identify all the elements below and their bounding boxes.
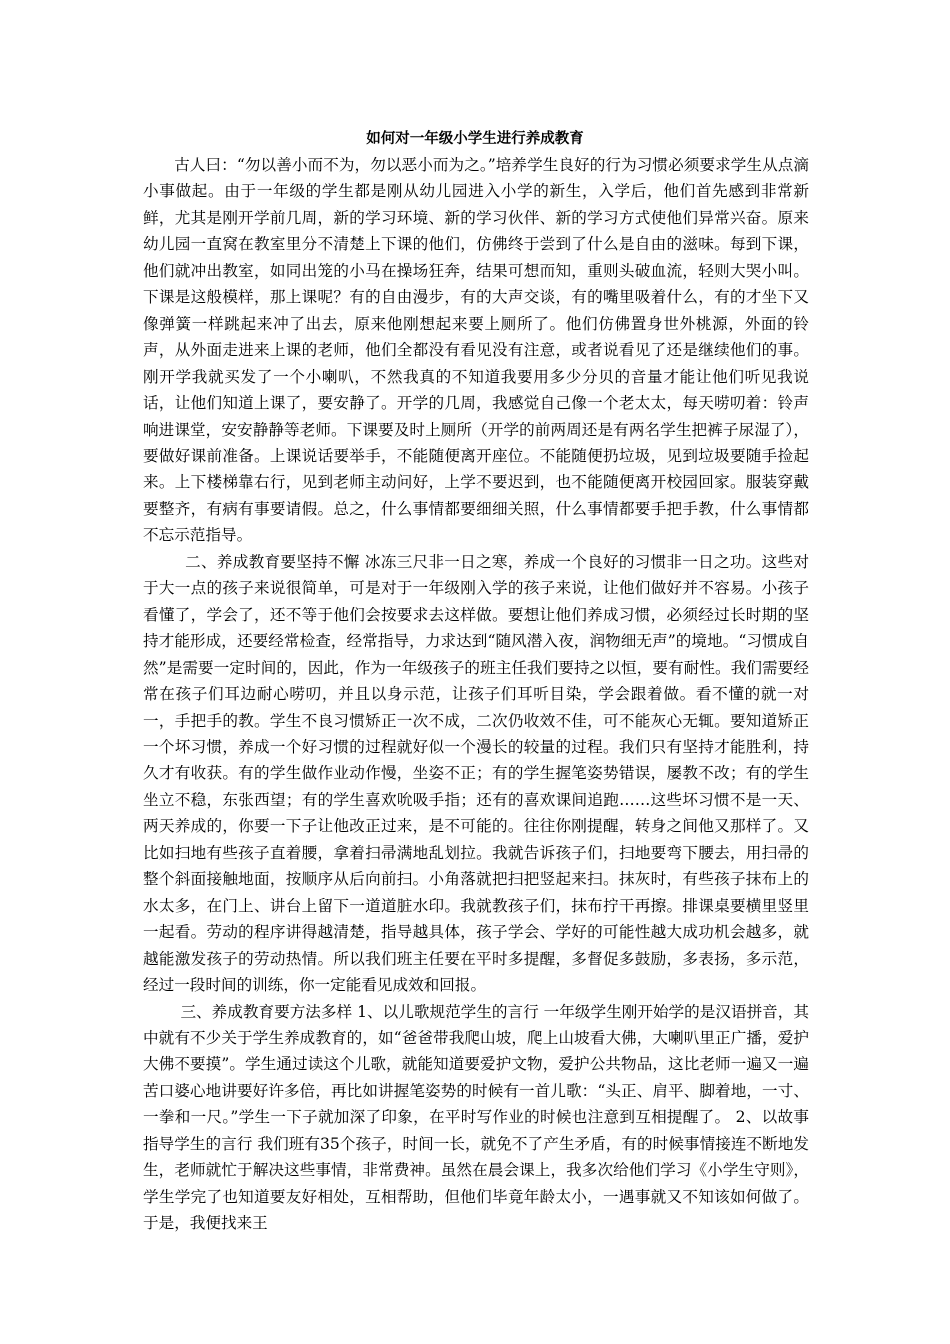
paragraph-persistence: 二、养成教育要坚持不懈 冰冻三尺非一日之寒，养成一个良好的习惯非一日之功。这些对于大一点的孩子来说很简单，可是对于一年级刚入学的孩子来说，让他们做好并不容易。小孩子看懂了，学会了，还不等于他们会按要求去这样做。要想让他们养成习惯，必须经过长时期的坚持才能形成，还要经常检查，经常指导，力求达到“随风潜入夜，润物细无声”的境地。“习惯成自然”是需要一定时间的，因此，作为一年级孩子的班主任我们要持之以恒，要有耐性。我们需要经常在孩子们耳边耐心唠叨，并且以身示范，让孩子们耳听目染，学会跟着做。看不懂的就一对一，手把手的教。学生不良习惯矫正一次不成，二次仍收效不佳，可不能灰心无辄。要知道矫正一个坏习惯，养成一个好习惯的过程就好似一个漫长的较量的过程。我们只有坚持才能胜利，持久才有收获。有的学生做作业动作慢，坐姿不正；有的学生握笔姿势错误，屡教不改；有的学生坐立不稳，东张西望；有的学生喜欢吮吸手指；还有的喜欢课间追跑……这些坏习惯不是一天、两天养成的，你要一下子让他改正过来，是不可能的。往往你刚提醒，转身之间他又那样了。又比如扫地有些孩子直着腰，拿着扫帚满地乱划拉。我就告诉孩子们，扫地要弯下腰去，用扫帚的整个斜面接触地面，按顺序从后向前扫。小角落就把扫把竖起来扫。抹灰时，有些孩子抹布上的水太多，在门上、讲台上留下一道道脏水印。我就教孩子们，抹布拧干再擦。排课桌要横里竖里一起看。劳动的程序讲得越清楚，指导越具体，孩子学会、学好的可能性越大成功机会越多，就越能激发孩子的劳动热情。所以我们班主任要在平时多提醒，多督促多鼓励，多表扬，多示范，经过一段时间的训练，你一定能看见成效和回报。 xyxy=(143,552,809,995)
document-title: 如何对一年级小学生进行养成教育 xyxy=(366,131,584,147)
document-body xyxy=(143,152,809,1237)
paragraph-introduction: 古人曰：“勿以善小而不为，勿以恶小而为之。”培养学生良好的行为习惯必须要求学生从点滴小事做起。由于一年级的学生都是刚从幼儿园进入小学的新生，入学后，他们首先感到非常新鲜，尤其是刚开学前几周，新的学习环境、新的学习伙伴、新的学习方式使他们异常兴奋。原来幼儿园一直窝在教室里分不清楚上下课的他们，仿佛终于尝到了什么是自由的滋味。每到下课，他们就冲出教室，如同出笼的小马在操场狂奔，结果可想而知，重则头破血流，轻则大哭小叫。下课是这般模样，那上课呢？有的自由漫步，有的大声交谈，有的嘴里吸着什么，有的才坐下又像弹簧一样跳起来冲了出去，原来他刚想起来要上厕所了。他们仿佛置身世外桃源，外面的铃声，从外面走进来上课的老师，他们全都没有看见没有注意，或者说看见了还是继续他们的事。刚开学我就买发了一个小喇叭，不然我真的不知道我要用多少分贝的音量才能让他们听见我说话，让他们知道上课了，要安静了。开学的几周，我感觉自己像一个老太太，每天唠叨着：铃声响进课堂，安安静静等老师。下课要及时上厕所（开学的前两周还是有两名学生把裤子尿湿了），要做好课前准备。上课说话要举手，不能随便离开座位。不能随便扔垃圾，见到垃圾要随手捡起来。上下楼梯靠右行，见到老师主动问好，上学不要迟到，也不能随便离开校园回家。服装穿戴要整齐，有病有事要请假。总之，什么事情都要细细关照，什么事情都要手把手教，什么事情都不忘示范指导。 xyxy=(143,156,809,545)
paragraph-methods: 三、养成教育要方法多样 1、以儿歌规范学生的言行 一年级学生刚开始学的是汉语拼音，其中就有不少关于学生养成教育的，如“爸爸带我爬山坡，爬上山坡看大佛，大喇叭里正广播，爱护大佛不要摸”。学生通过读这个儿歌，就能知道要爱护文物，爱护公共物品，这比老师一遍又一遍苦口婆心地讲要好许多倍，再比如讲握笔姿势的时候有一首儿歌：“头正、肩平、脚着地，一寸、一拳和一尺。”学生一下子就加深了印象，在平时写作业的时候也注意到互相提醒了。 2、以故事指导学生的言行 我们班有35个孩子，时间一长，就免不了产生矛盾，有的时候事情接连不断地发生，老师就忙于解决这些事情，非常费神。虽然在晨会课上，我多次给他们学习《小学生守则》，学生学完了也知道要友好相处，互相帮助，但他们毕竟年龄太小，一遇事就又不知该如何做了。于是，我便找来王 xyxy=(143,1002,809,1233)
